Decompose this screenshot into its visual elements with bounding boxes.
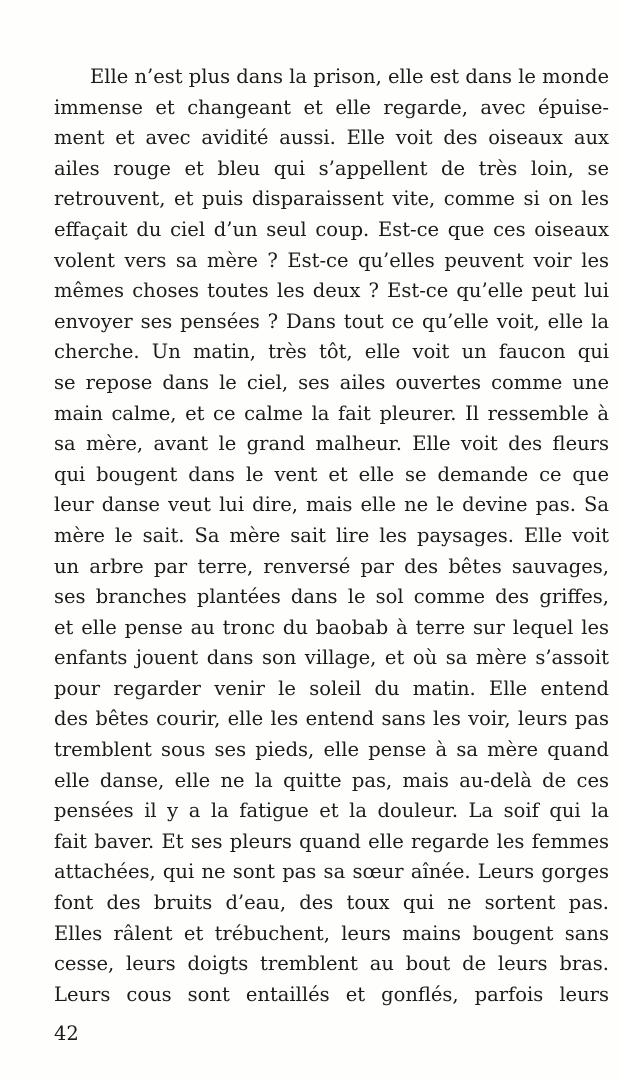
text-line: un arbre par terre, renversé par des bêtes sauvages, [54,554,609,578]
text-line: Leurs cous sont entaillés et gonflés, parfois leurs [54,982,609,1006]
text-line: mère le sait. Sa mère sait lire les paysages. Elle voit [54,523,609,547]
text-line: volent vers sa mère ? Est-ce qu’elles peuvent voir les [54,248,609,272]
text-line: enfants jouent dans son village, et où sa mère s’assoit [54,646,609,670]
text-line: leur danse veut lui dire, mais elle ne le devine pas. Sa [54,493,609,517]
text-line: Elles râlent et trébuchent, leurs mains bougent sans [54,921,609,945]
text-line: sa mère, avant le grand malheur. Elle voit des fleurs [54,432,609,456]
text-line: envoyer ses pensées ? Dans tout ce qu’elle voit, elle la [54,309,609,333]
text-line: immense et changeant et elle regarde, avec épuise- [54,95,609,119]
text-line: ailes rouge et bleu qui s’appellent de très loin, se [54,156,609,180]
text-line: font des bruits d’eau, des toux qui ne sortent pas. [54,891,609,915]
text-line: retrouvent, et puis disparaissent vite, comme si on les [54,187,609,211]
text-line: qui bougent dans le vent et elle se demande ce que [54,462,609,486]
text-line: cherche. Un matin, très tôt, elle voit un faucon qui [54,340,609,364]
text-line: pour regarder venir le soleil du matin. Elle entend [54,676,609,700]
text-line: cesse, leurs doigts tremblent au bout de leurs bras. [54,952,609,976]
text-line: fait baver. Et ses pleurs quand elle regarde les femmes [54,829,609,853]
text-line: tremblent sous ses pieds, elle pense à sa mère quand [54,738,609,762]
text-line: mêmes choses toutes les deux ? Est-ce qu’elle peut lui [54,279,609,303]
text-line: attachées, qui ne sont pas sa sœur aînée. Leurs gorges [54,860,609,884]
text-line: pensées il y a la fatigue et la douleur. La soif qui la [54,799,609,823]
body-paragraph [54,62,609,1010]
text-line: se repose dans le ciel, ses ailes ouvertes comme une [54,370,609,394]
text-line: elle danse, elle ne la quitte pas, mais au-delà de ces [54,768,609,792]
text-line: ses branches plantées dans le sol comme des griffes, [54,585,609,609]
text-line: et elle pense au tronc du baobab à terre sur lequel les [54,615,609,639]
text-line: Elle n’est plus dans la prison, elle est dans le monde [90,65,609,88]
text-line: main calme, et ce calme la fait pleurer. Il ressemble à [54,401,609,425]
page-number: 42 [54,1022,79,1045]
text-line: effaçait du ciel d’un seul coup. Est-ce que ces oiseaux [54,217,609,241]
text-line: ment et avec avidité aussi. Elle voit des oiseaux aux [54,126,609,150]
text-line: des bêtes courir, elle les entend sans les voir, leurs pas [54,707,609,731]
